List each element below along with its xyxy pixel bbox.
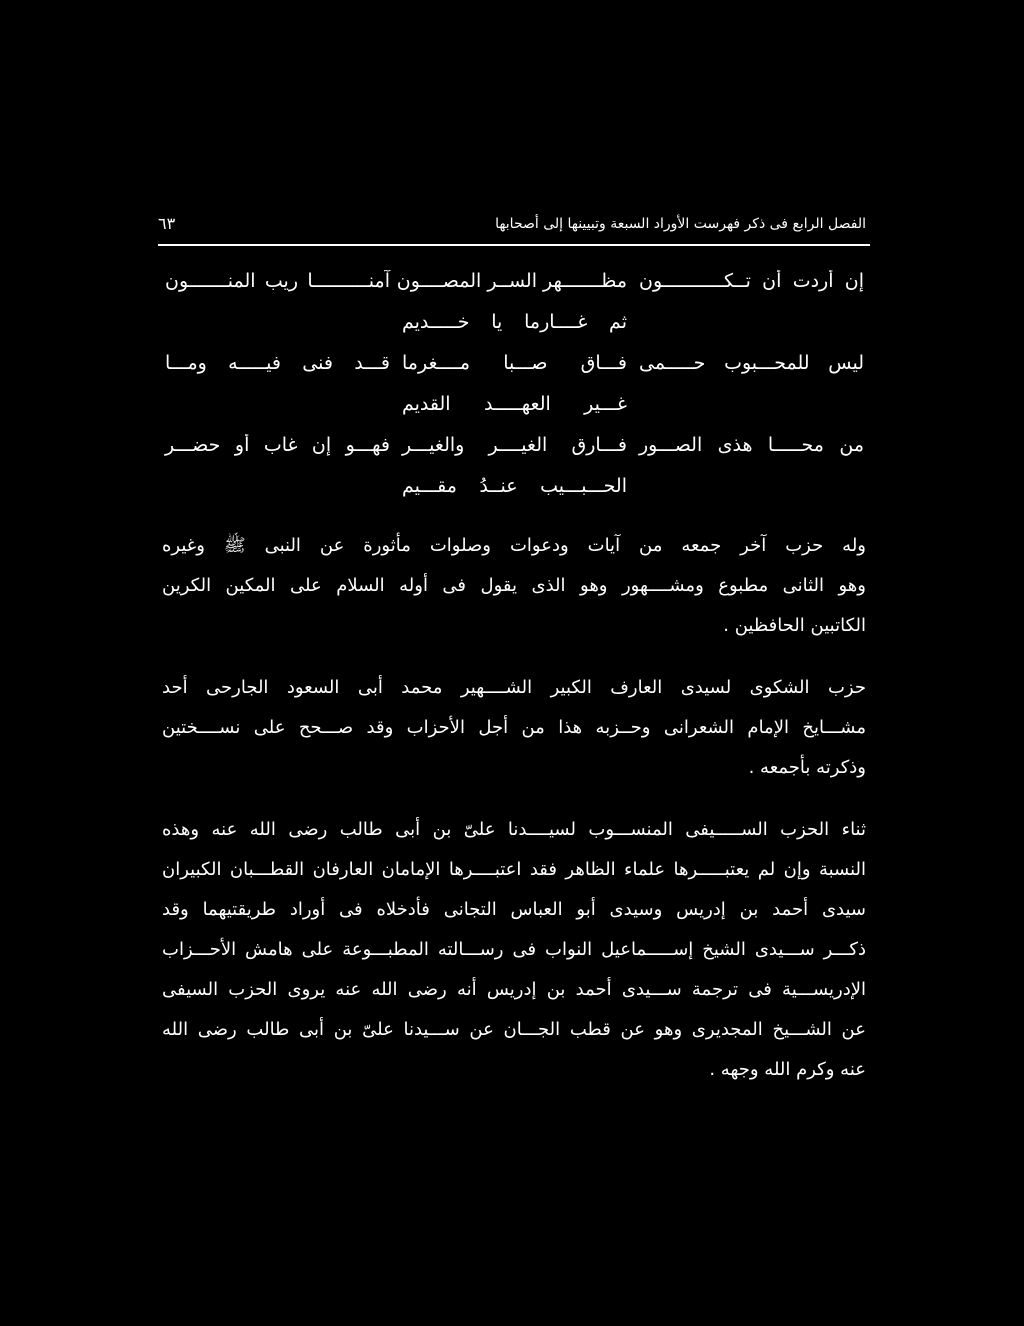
verse-row: [158, 465, 870, 506]
text-line: حزب الشكوى لسيدى العارف الكبير الشــــهير محمد أبى السعود الجارحى أحد: [162, 677, 866, 698]
hemistich-right: من محـــــا هذى الصـــور: [639, 433, 864, 456]
hemistich-middle: فـــاق صـــبا مــــغرما: [402, 351, 627, 374]
text-line: وذكرته بأجمعه .: [748, 757, 866, 778]
text-line: مشـــايخ الإمام الشعرانى وحــزبه هذا من أجل الأحزاب وقد صـــحح على نســــختين: [162, 717, 866, 738]
hemistich-middle: مظـــــــهر الســر المصــــون: [396, 269, 627, 292]
text-line: سيدى أحمد بن إدريس وسيدى أبو العباس التجانى فأدخلاه فى أوراد طريقتيهما وقد: [162, 899, 866, 920]
paragraph: [158, 668, 870, 788]
hemistich-middle: ثم غــــارما يا خـــــديم: [402, 310, 627, 333]
header-rule: [158, 244, 870, 246]
hemistich-right: إن أردت أن تــكـــــــــــون: [639, 269, 864, 292]
text-line: عن الشـــيخ المجديرى وهو عن قطب الجـــان عن ســـيدنا علىّ بن أبى طالب رضى الله: [162, 1019, 866, 1040]
paragraph: [158, 526, 870, 646]
hemistich-right: ليس للمحـــبوب حـــــمى: [639, 351, 864, 374]
hemistich-left: فهـــو إن غاب أو حضـــر: [165, 433, 390, 456]
page-number: ٦٣: [158, 214, 176, 233]
hemistich-left: آمنــــــــــا ريب المنـــــــون: [165, 269, 390, 292]
text-line: الكاتبين الحافظين .: [723, 615, 866, 636]
text-line: ثناء الحزب الســـــيفى المنســـوب لسيــــدنا علىّ بن أبى طالب رضى الله عنه وهذه: [162, 819, 866, 840]
verse-row: [158, 424, 870, 465]
hemistich-middle: الحـــبـــيب عنــدُ مقـــيم: [402, 474, 627, 497]
poem: [158, 260, 870, 506]
verse-row: [158, 342, 870, 383]
verse-row: [158, 301, 870, 342]
prose-body: [158, 526, 870, 1090]
running-title: الفصل الرابع فى ذكر فهرست الأوراد السبعة وتبيينها إلى أصحابها: [495, 216, 866, 232]
book-page: [158, 210, 870, 1112]
verse-row: [158, 260, 870, 301]
paragraph: [158, 810, 870, 1090]
text-line: وهو الثانى مطبوع ومشــــهور وهو الذى يقول فى أوله السلام على المكين الكرين: [162, 575, 866, 596]
hemistich-middle: غـــير العهـــــد القديم: [402, 392, 627, 415]
text-line: النسبة وإن لم يعتبـــــرها علماء الظاهر فقد اعتبــــرها الإمامان العارفان القطـــبان الكبيران: [162, 859, 866, 880]
text-line: ذكـــر ســـيدى الشيخ إســـــماعيل النواب فى رســـالته المطبـــوعة على هامش الأحـــزاب: [162, 939, 866, 960]
hemistich-middle: فـــارق الغيــــر والغيـــر: [402, 433, 627, 456]
hemistich-left: قـــد فنى فيـــــه ومـــا: [165, 351, 390, 374]
text-line: عنه وكرم الله وجهه .: [709, 1059, 866, 1080]
verse-row: [158, 383, 870, 424]
running-header: [158, 210, 870, 244]
text-line: الإدريســـية فى ترجمة ســـيدى أحمد بن إدريس أنه رضى الله عنه يروى الحزب السيفى: [162, 979, 866, 1000]
text-line: وله حزب آخر جمعه من آيات ودعوات وصلوات مأثورة عن النبى ﷺ وغيره: [162, 535, 866, 556]
